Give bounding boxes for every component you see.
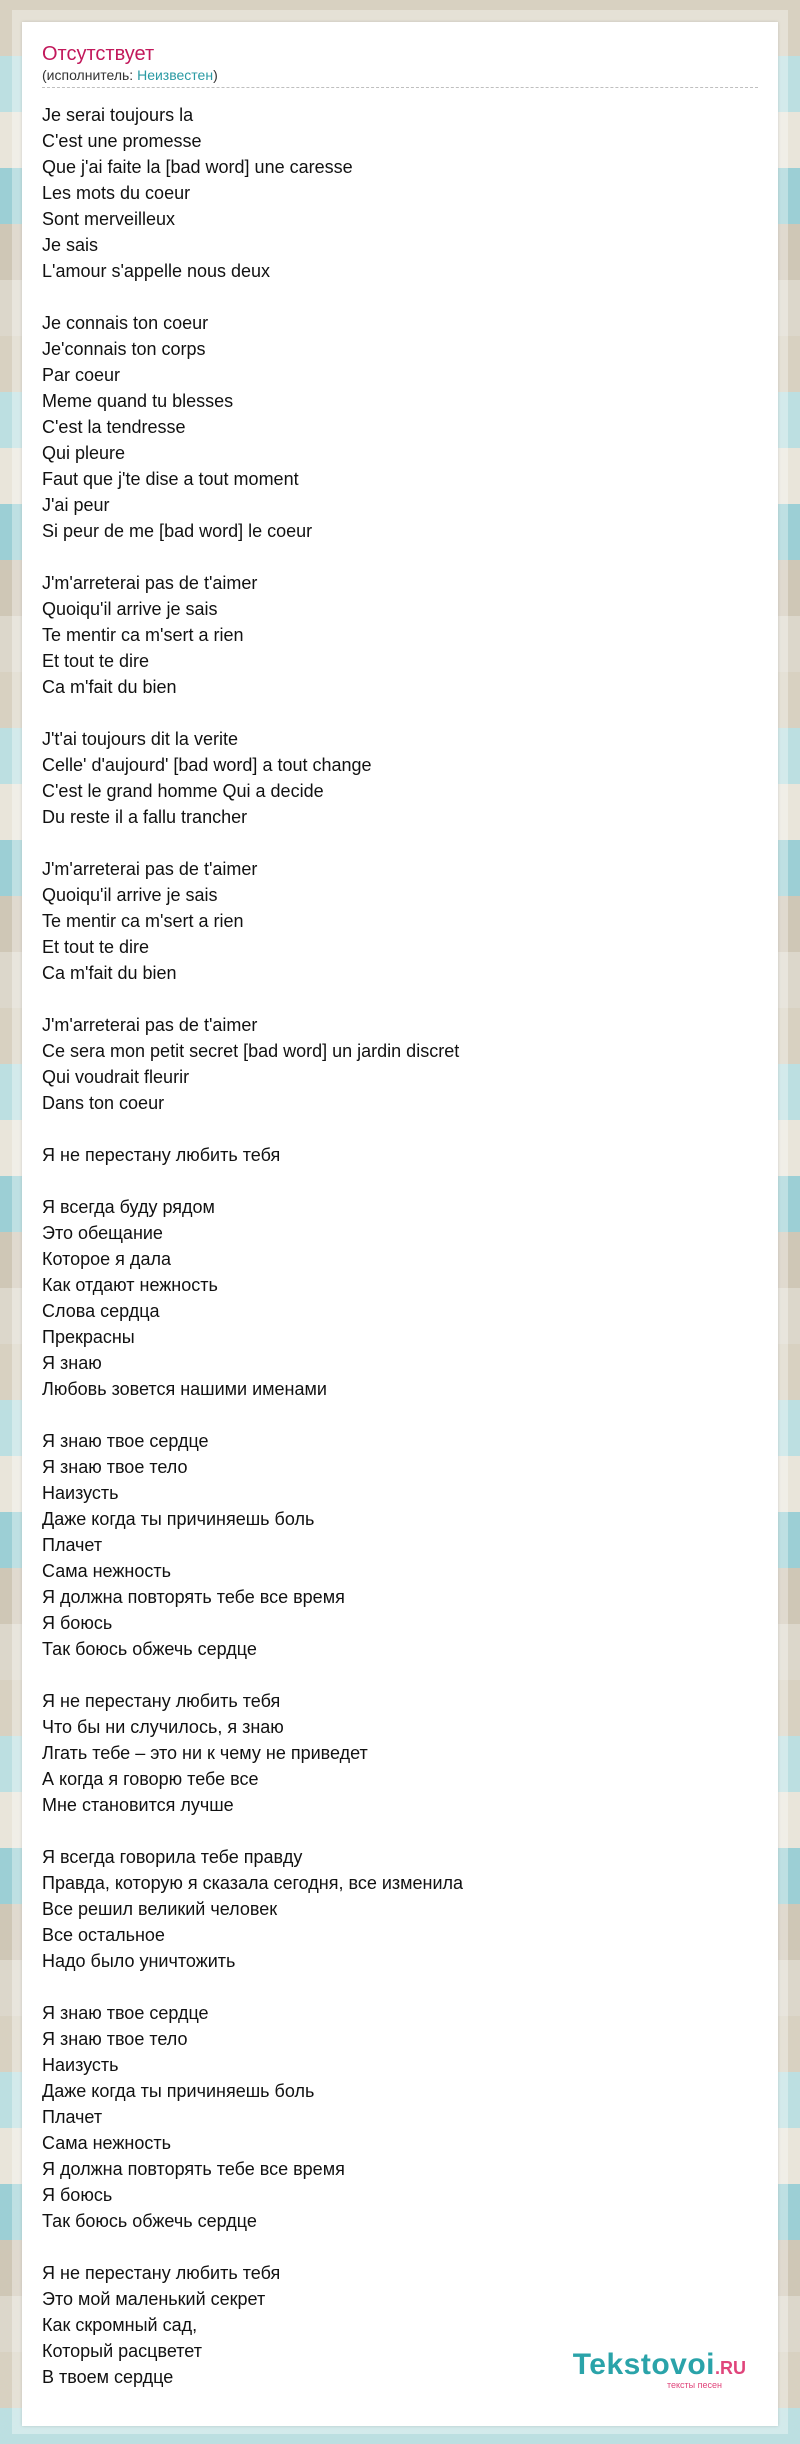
performer-link[interactable]: Неизвестен <box>137 67 214 83</box>
logo-brand: Tekstovoi <box>572 2348 715 2381</box>
performer-prefix: (исполнитель: <box>42 67 138 83</box>
performer-suffix: ) <box>213 67 218 83</box>
logo-tagline: тексты песен <box>666 2380 722 2390</box>
lyrics-text: Je serai toujours la C'est une promesse Que j'ai faite la [bad word] une caresse Les mots du coeur Sont merveilleux Je sais L'amour s'appelle nous deux Je connais ton coeur Je'connais ton corps Par coeur Meme quand tu blesses C'est la tendresse Qui pleure Faut que j'te dise a tout moment J'ai peur Si peur de me [bad word] le coeur J'm'arreterai pas de t'aimer Quoiqu'il arrive je sais Te mentir ca m'sert a rien Et tout te dire Ca m'fait du bien J't'ai toujours dit la verite Celle' d'aujourd' [bad word] a tout change C'est le grand homme Qui a decide Du reste il a fallu trancher J'm'arreterai pas de t'aimer Quoiqu'il arrive je sais Te mentir ca m'sert a rien Et tout te dire Ca m'fait du bien J'm'arreterai pas de t'aimer Ce sera mon petit secret [bad word] un jardin discret Qui voudrait fleurir Dans ton coeur Я не перестану любить тебя Я всегда буду рядом Это обещание Которое я дала Как отдают нежность Слова сердца Прекрасны Я знаю Любовь зовется нашими именами Я знаю твое сердце Я знаю твое тело Наизусть Даже когда ты причиняешь боль Плачет Сама нежность Я должна повторять тебе все время Я боюсь Так боюсь обжечь сердце Я не перестану любить тебя Что бы ни случилось, я знаю Лгать тебе – это ни к чему не приведет А когда я говорю тебе все Мне становится лучше Я всегда говорила тебе правду Правда, которую я сказала сегодня, все изменила Все решил великий человек Все остальное Надо было уничтожить Я знаю твое сердце Я знаю твое тело Наизусть Даже когда ты причиняешь боль Плачет Сама нежность Я должна повторять тебе все время Я боюсь Так боюсь обжечь сердце Я не перестану любить тебя Это мой маленький секрет Как скромный сад, Который расцветет В твоем сердце <box>42 105 464 2387</box>
lyrics-card <box>22 22 778 2426</box>
logo-wordmark <box>573 2350 746 2380</box>
site-logo[interactable] <box>573 2350 746 2390</box>
performer-line <box>42 66 758 84</box>
logo-tld: .RU <box>715 2358 746 2378</box>
song-title: Отсутствует <box>42 43 155 65</box>
song-header <box>42 42 758 88</box>
